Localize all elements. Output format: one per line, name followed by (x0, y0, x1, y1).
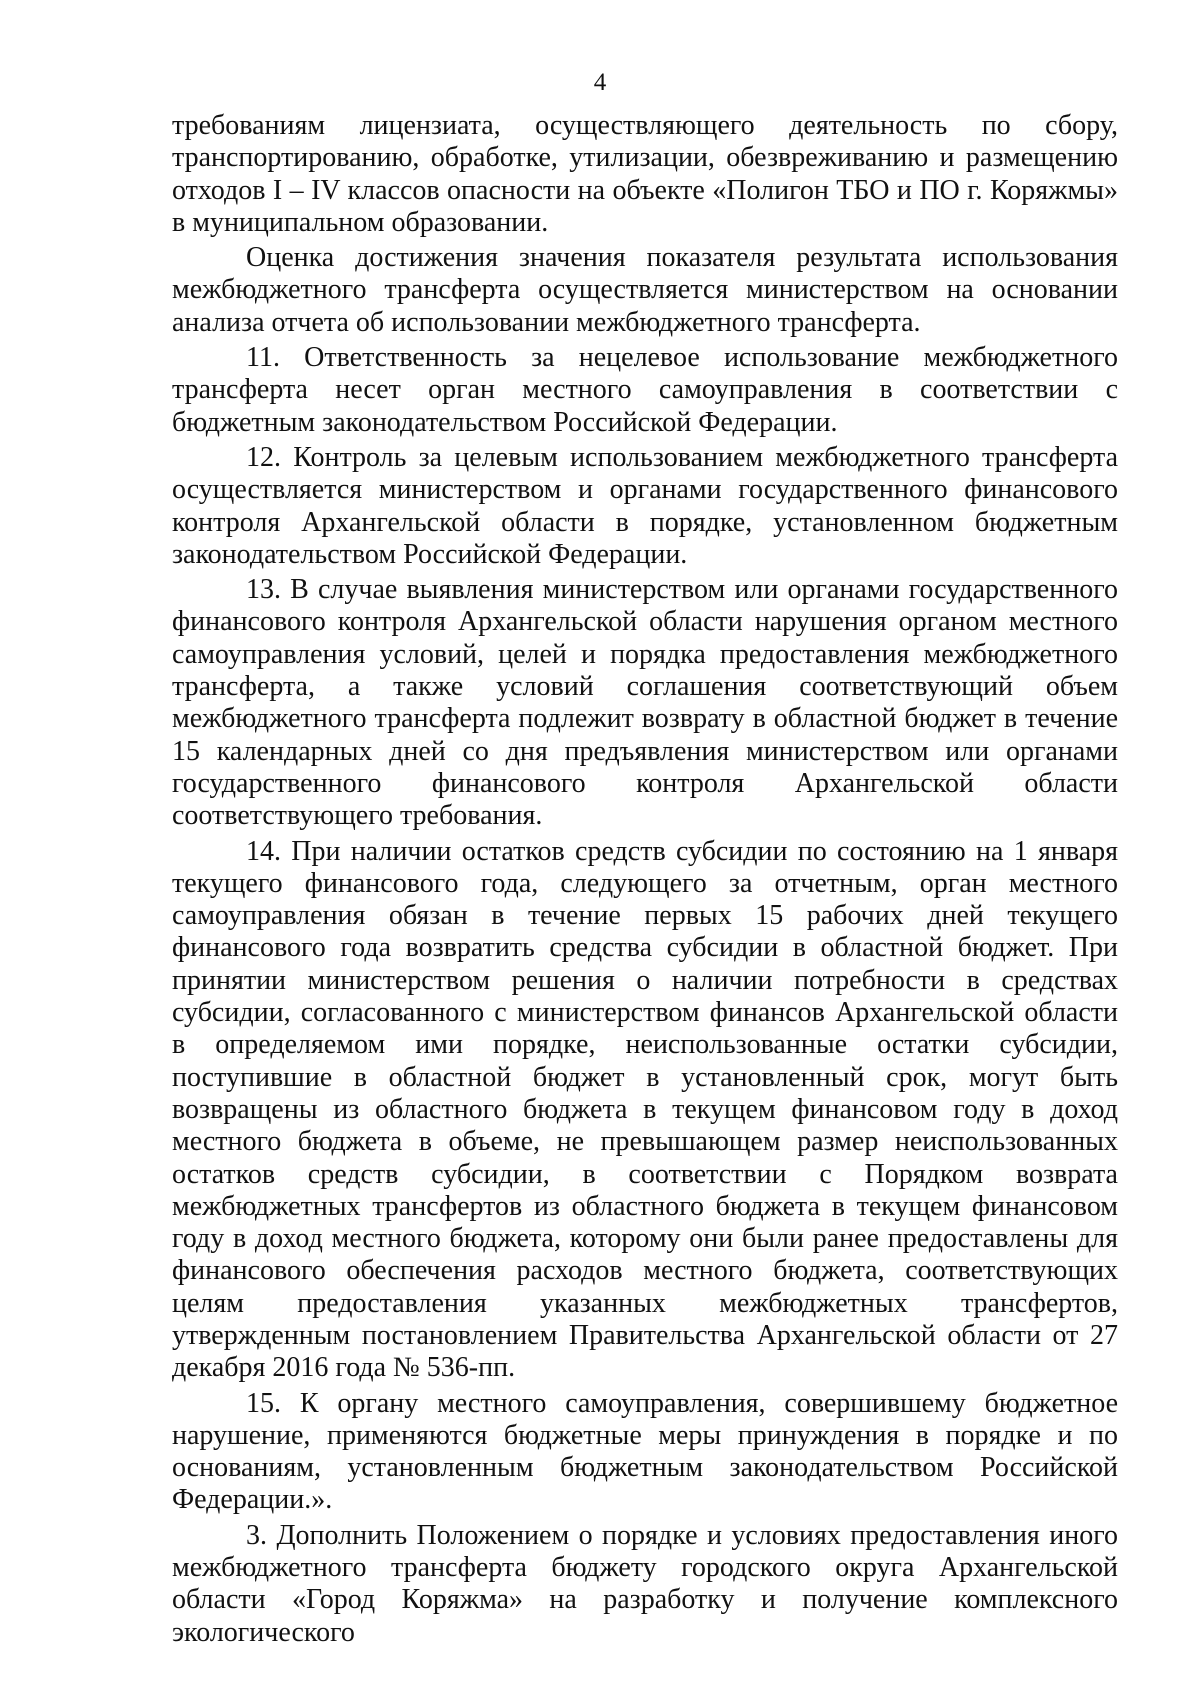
paragraph-result-assessment: Оценка достижения значения показателя результата использования межбюджетного трансферта осуществляется министерством на основании анализа отчета об использовании межбюджетного трансферта. (172, 242, 1118, 338)
paragraph-12: 12. Контроль за целевым использованием межбюджетного трансферта осуществляется министерством и органами государственного финансового контроля Архангельской области в порядке, установленном бюджетным законодательством Российской Федерации. (172, 441, 1118, 570)
paragraph-3: 3. Дополнить Положением о порядке и условиях предоставления иного межбюджетного трансферта бюджету городского округа Архангельской области «Город Коряжма» на разработку и получение комплексного экологического (172, 1519, 1118, 1648)
page-number: 4 (593, 69, 607, 96)
paragraph-13: 13. В случае выявления министерством или органами государственного финансового контроля Архангельской области нарушения органом местного самоуправления условий, целей и порядка предоставления межбюджетного трансферта, а также условий соглашения соответствующий объем межбюджетного трансферта подлежит возврату в областной бюджет в течение 15 календарных дней со дня предъявления министерством или органами государственного финансового контроля Архангельской области соответствующего требования. (172, 574, 1118, 832)
paragraph-15: 15. К органу местного самоуправления, совершившему бюджетное нарушение, применяются бюджетные меры принуждения в порядке и по основаниям, установленным бюджетным законодательством Российской Федерации.». (172, 1387, 1118, 1516)
paragraph-11: 11. Ответственность за нецелевое использование межбюджетного трансферта несет орган местного самоуправления в соответствии с бюджетным законодательством Российской Федерации. (172, 342, 1118, 438)
document-body (172, 110, 1118, 1649)
paragraph-continuation: требованиям лицензиата, осуществляющего деятельность по сбору, транспортированию, обработке, утилизации, обезвреживанию и размещению отходов I – IV классов опасности на объекте «Полигон ТБО и ПО г. Коряжмы» в муниципальном образовании. (172, 110, 1118, 238)
paragraph-14: 14. При наличии остатков средств субсидии по состоянию на 1 января текущего финансового года, следующего за отчетным, орган местного самоуправления обязан в течение первых 15 рабочих дней текущего финансового года возвратить средства субсидии в областной бюджет. При принятии министерством решения о наличии потребности в средствах субсидии, согласованного с министерством финансов Архангельской области в определяемом ими порядке, неиспользованные остатки субсидии, поступившие в областной бюджет в установленный срок, могут быть возвращены из областного бюджета в текущем финансовом году в доход местного бюджета в объеме, не превышающем размер неиспользованных остатков средств субсидии, в соответствии с Порядком возврата межбюджетных трансфертов из областного бюджета в текущем финансовом году в доход местного бюджета, которому они были ранее предоставлены для финансового обеспечения расходов местного бюджета, соответствующих целям предоставления указанных межбюджетных трансфертов, утвержденным постановлением Правительства Архангельской области от 27 декабря 2016 года № 536-пп. (172, 835, 1118, 1384)
